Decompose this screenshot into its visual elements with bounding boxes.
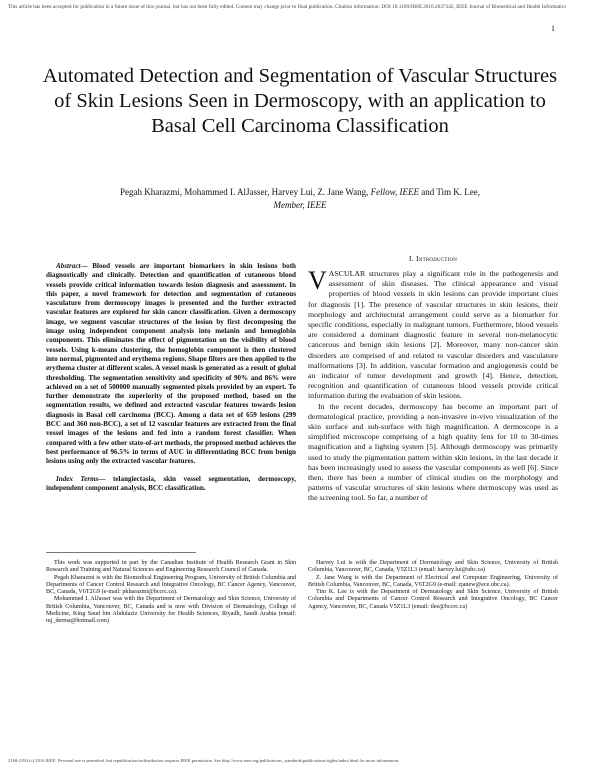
section-heading-introduction: I. Introduction — [408, 254, 458, 263]
footnote-author-lui: Harvey Lui is with the Department of Dermatology and Skin Science, University of British Columbia, Vancouver, BC, Canada, V5Z1L3 (email: harvey.lui@ubc.ca) — [308, 560, 558, 574]
author-role-fellow: Fellow, IEEE — [370, 187, 419, 197]
page-number: 1 — [551, 24, 555, 33]
footnote-rule — [46, 552, 196, 553]
left-column — [46, 262, 296, 493]
footnotes-right — [308, 560, 558, 611]
index-terms-label: Index Terms — [56, 474, 99, 483]
author-names: Pegah Kharazmi, Mohammed I. AlJasser, Harvey Lui, Z. Jane Wang, — [119, 187, 371, 197]
footnotes-left — [46, 560, 296, 626]
footnote-author-kharazmi: Pegah Kharazmi is with the Biomedical Engineering Program, University of British Columbia and Departments of Cancer Control Research and Integrative Oncology, BC Cancer Agency, Vancouver, BC, Canada, V6T2G9 (e-mail: pkharazmi@bccrc.ca). — [46, 574, 296, 596]
abstract-label: Abstract — [56, 262, 81, 270]
copyright-notice: 2168-2194 (c) 2016 IEEE. Personal use is permitted, but republication/redistribution requires IEEE permission. See http://www.ieee.org/publications_standards/publications/rights/index.html for more information. — [8, 758, 400, 763]
intro-paragraph-1-text: ASCULAR structures play a significant role in the pathogenesis and assessment of skin diseases. The clinical appearance and visual properties of blood vessels in skin lesions can provide important clues for diagnosis [1]. The presence of vascular structures in skin lesions, their morphology and architectural arrangement could serve as a biomarker for specific conditions, especially in malignant tumors. Furthermore, blood vessels are considered a dominant diagnostic feature in several non-melanocytic cancerous and benign skin lesions [2]. Moreover, many non-cancer skin disorders are comprised of and related to vascular disorders and vasculature malformations [3]. In addition, vascular formation and angiogenesis could be an indicator of tumor development and growth [4]. Hence, detection, recognition and quantification of cutaneous blood vessels provide critical information during the evaluation of skin lesions. — [308, 269, 558, 401]
footnote-author-wang: Z. Jane Wang is with the Department of Electrical and Computer Engineering, University of British Columbia, Vancouver, BC, Canada, V6T2G9 (e-mail: zjanew@ece.ubc.ca). — [308, 574, 558, 588]
abstract-text: — Blood vessels are important biomarkers in skin lesions both diagnostically and clinically. Detection and quantification of cutaneous blood vessels provide critical information towards lesion diagnosis and assessment. In this paper, a novel framework for detection and segmentation of cutaneous vasculature from dermoscopy images is presented and the further extracted vascular features are explored for skin cancer classification. Given a dermoscopy image, we segment vascular structures of the lesion by first decomposing the image using independent component analysis into melanin and hemoglobin components. This eliminates the effect of pigmentation on the visibility of blood vessels. Using k-means clustering, the hemoglobin component is then clustered into normal, pigmented and erythema regions. Shape filters are then applied to the erythema cluster at different scales. A vessel mask is generated as a result of global thresholding. The segmentation sensitivity and specificity of 90% and 86% were achieved on a set of 500000 manually segmented pixels provided by an expert. To further demonstrate the superiority of the proposed method, based on the segmentation results, we defined and extracted vascular features towards lesion diagnosis in Basal cell carcinoma (BCC). Among a data set of 659 lesions (299 BCC and 360 non-BCC), a set of 12 vascular features are extracted from the final vessel images of the lesions and fed into a random forest classifier. When compared with a few other state-of-art methods, the proposed method achieves the best performance of 96.5% in terms of AUC in differentiating BCC from benign lesions using only the extracted vascular features. — [46, 262, 296, 466]
acceptance-notice: This article has been accepted for publication in a future issue of this journal, but has not been fully edited. Content may change prior to final publication. Citation information: DOI 10.1109/JBHI.2016.2637342, IEEE Journal of Biomedical and Health Informatics — [8, 4, 567, 10]
author-names-end: and Tim K. Lee, — [419, 187, 481, 197]
footnote-author-aljasser: Mohammed I. AlJasser was with the Department of Dermatology and Skin Science, University of British Columbia, Vancouver, BC, Canada and is now with Division of Dermatology, College of Medicine, King Saud bin Abdulaziz University for Health Sciences, Riyadh, Saudi Arabia (email: mj_derma@hotmail.com) — [46, 596, 296, 625]
right-column — [308, 254, 558, 504]
drop-cap: V — [308, 266, 327, 295]
intro-paragraph-1 — [308, 266, 558, 402]
index-terms — [46, 475, 296, 494]
author-role-member: Member, IEEE — [273, 199, 327, 210]
intro-paragraph-2: In the recent decades, dermoscopy has become an important part of dermatological practice, providing a non-invasive in-vivo visualization of the skin surface and sub-surface with high magnification. A dermoscope is a simplified microscope comprising of a high quality lens for 10 to 30-times magnification and a lighting system [5]. Although dermoscopy was primarily used to study the pigmentation pattern within skin lesions, in the last decade it has been increasingly used to assess the vascular components as well [6]. Since then, there has been a number of clinical studies on the morphology and patterns of vascular structures of skin lesions where dermoscopy was used as the screening tool. So far, a number of — [308, 401, 558, 503]
abstract — [46, 262, 296, 467]
author-list — [60, 186, 540, 211]
index-terms-text: — telangiectasia, skin vessel segmentation, dermoscopy, independent component analysis, BCC classification. — [46, 474, 296, 492]
footnote-funding: This work was supported in part by the Canadian Institute of Health Research Grant in Skin Research and Training and Natural Sciences and Engineering Research Council of Canada. — [46, 560, 296, 574]
footnote-author-lee: Tim K. Lee is with the Department of Dermatology and Skin Science, University of British Columbia and Departments of Cancer Control Research and Integrative Oncology, BC Cancer Agency, Vancouver, BC, Canada V5Z1L3 (email: tlee@bccrc.ca) — [308, 589, 558, 610]
paper-title: Automated Detection and Segmentation of Vascular Structures of Skin Lesions Seen in Dermoscopy, with an application to Basal Cell Carcinoma Classification — [42, 65, 558, 137]
